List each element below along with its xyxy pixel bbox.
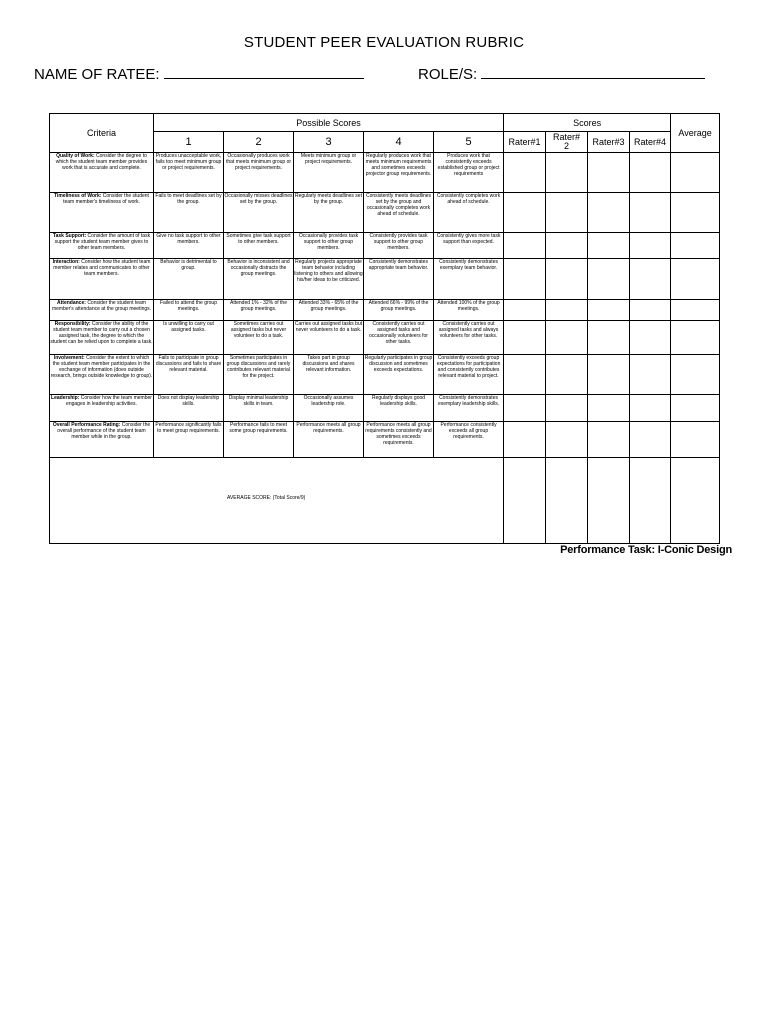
level-5-description: Performance consistently exceeds all group requirements. <box>434 422 504 458</box>
level-1-description: Does not display leadership skills. <box>154 395 224 422</box>
level-2-description: Performance fails to meet some group requirements. <box>224 422 294 458</box>
row-average-cell[interactable] <box>671 355 720 395</box>
average-header: Average <box>671 114 720 153</box>
level-3-description: Takes part in group discussions and shares relevant information. <box>294 355 364 395</box>
rater-1-score-cell[interactable] <box>504 259 546 300</box>
rater-4-score-cell[interactable] <box>630 355 671 395</box>
level-3-description: Attended 33% - 65% of the group meetings. <box>294 300 364 321</box>
rater-4-score-cell[interactable] <box>630 300 671 321</box>
criterion-title: Involvement: <box>53 355 85 361</box>
rater-1-score-cell[interactable] <box>504 153 546 193</box>
level-4-description: Consistently carries out assigned tasks and occasionally volunteers for other tasks. <box>364 321 434 355</box>
level-3-description: Occasionally provides task support to other group members. <box>294 233 364 259</box>
level-3-description: Occasionally assumes leadership role. <box>294 395 364 422</box>
level-5-description: Attended 100% of the group meetings. <box>434 300 504 321</box>
level-4-description: Performance meets all group requirements consistently and sometimes exceeds requirements. <box>364 422 434 458</box>
rater-1-score-cell[interactable] <box>504 395 546 422</box>
criterion-cell <box>50 422 154 458</box>
avg-average-cell[interactable] <box>671 458 720 544</box>
rater-2-score-cell[interactable] <box>546 259 588 300</box>
criterion-cell <box>50 355 154 395</box>
criterion-title: Quality of Work: <box>56 153 95 159</box>
level-5-description: Consistently carries out assigned tasks and always volunteers for other tasks. <box>434 321 504 355</box>
rubric-row <box>50 259 720 300</box>
level-1-description: Give no task support to other members. <box>154 233 224 259</box>
rater-2-header: Rater# 2 <box>546 132 588 153</box>
criterion-text: Consider the extent to which the student team member participates in the exchange of information (does outside research, brings outside knowledge to group). <box>50 355 153 379</box>
rater-1-header: Rater#1 <box>504 132 546 153</box>
average-score-label: AVERAGE SCORE: (Total Score/9) <box>227 495 306 501</box>
page-title: STUDENT PEER EVALUATION RUBRIC <box>243 34 525 51</box>
score-level-3: 3 <box>294 132 364 153</box>
row-average-cell[interactable] <box>671 321 720 355</box>
rater-3-header: Rater#3 <box>588 132 630 153</box>
possible-scores-header: Possible Scores <box>154 114 504 132</box>
rater-3-score-cell[interactable] <box>588 259 630 300</box>
level-5-description: Consistently gives more task support than expected. <box>434 233 504 259</box>
level-5-description: Consistently demonstrates exemplary leadership skills. <box>434 395 504 422</box>
level-2-description: Display minimal leadership skills in team. <box>224 395 294 422</box>
level-3-description: Regularly meets deadlines set by the group. <box>294 193 364 233</box>
level-3-description: Regularly projects appropriate team behavior including listening to others and allowing his/her ideas to be criticized. <box>294 259 364 300</box>
rubric-table <box>49 113 720 544</box>
rater-1-score-cell[interactable] <box>504 300 546 321</box>
role-field <box>418 64 705 83</box>
role-label: ROLE/S: <box>418 66 478 83</box>
level-3-description: Performance meets all group requirements. <box>294 422 364 458</box>
score-level-5: 5 <box>434 132 504 153</box>
avg-rater-1-cell[interactable] <box>504 458 546 544</box>
rubric-row <box>50 321 720 355</box>
criterion-text: Consider the ability of the student team member to carry out a chosen assigned task, the degree to which the student can be relied upon to complete a task. <box>50 321 153 345</box>
rubric-row <box>50 153 720 193</box>
rubric-body <box>50 153 720 458</box>
criterion-title: Leadership: <box>51 395 80 401</box>
rater-3-score-cell[interactable] <box>588 153 630 193</box>
level-2-description: Occasionally produces work that meets minimum group or project requirements. <box>224 153 294 193</box>
level-1-description: Performance significantly fails to meet group requirements. <box>154 422 224 458</box>
rater-4-score-cell[interactable] <box>630 395 671 422</box>
criterion-text: Consider the student team member's timeliness of work. <box>63 193 149 205</box>
rater-1-score-cell[interactable] <box>504 233 546 259</box>
ratee-name-field <box>34 64 364 83</box>
rater-1-score-cell[interactable] <box>504 355 546 395</box>
rater-3-score-cell[interactable] <box>588 395 630 422</box>
criterion-cell <box>50 300 154 321</box>
criterion-title: Responsibility: <box>54 321 91 327</box>
rater-3-score-cell[interactable] <box>588 300 630 321</box>
rater-3-score-cell[interactable] <box>588 193 630 233</box>
criterion-title: Task Support: <box>52 233 87 239</box>
rater-2-score-cell[interactable] <box>546 395 588 422</box>
rubric-row <box>50 193 720 233</box>
criterion-cell <box>50 259 154 300</box>
scores-header: Scores <box>504 114 671 132</box>
rater-2-score-cell[interactable] <box>546 355 588 395</box>
rubric-row <box>50 233 720 259</box>
row-average-cell[interactable] <box>671 300 720 321</box>
row-average-cell[interactable] <box>671 153 720 193</box>
rater-2-score-cell[interactable] <box>546 321 588 355</box>
row-average-cell[interactable] <box>671 422 720 458</box>
rater-3-score-cell[interactable] <box>588 233 630 259</box>
rater-2-score-cell[interactable] <box>546 193 588 233</box>
level-3-description: Carries out assigned tasks but never volunteers to do a task. <box>294 321 364 355</box>
criterion-title: Timeliness of Work: <box>54 193 102 199</box>
criterion-cell <box>50 395 154 422</box>
criterion-title: Interaction: <box>52 259 80 265</box>
row-average-cell[interactable] <box>671 259 720 300</box>
criterion-title: Overall Performance Rating: <box>52 422 121 428</box>
rater-1-score-cell[interactable] <box>504 193 546 233</box>
score-level-4: 4 <box>364 132 434 153</box>
rater-4-score-cell[interactable] <box>630 321 671 355</box>
level-4-description: Regularly participates in group discussion and sometimes exceeds expectations. <box>364 355 434 395</box>
rater-4-score-cell[interactable] <box>630 422 671 458</box>
level-2-description: Attended 1% - 32% of the group meetings. <box>224 300 294 321</box>
score-level-2: 2 <box>224 132 294 153</box>
avg-rater-3-cell[interactable] <box>588 458 630 544</box>
rater-3-score-cell[interactable] <box>588 321 630 355</box>
level-5-description: Consistently exceeds group expectations for participation and consistently contributes relevant material to project. <box>434 355 504 395</box>
criterion-cell <box>50 321 154 355</box>
rubric-row <box>50 422 720 458</box>
rater-4-score-cell[interactable] <box>630 233 671 259</box>
rater-1-score-cell[interactable] <box>504 321 546 355</box>
level-2-description: Sometimes give task support to other members. <box>224 233 294 259</box>
level-1-description: Failed to attend the group meetings. <box>154 300 224 321</box>
level-4-description: Consistently meets deadlines set by the group and occasionally completes work ahead of schedule. <box>364 193 434 233</box>
criterion-text: Consider the student team member's attendance at the group meetings. <box>51 300 152 312</box>
level-1-description: Fails to meet deadlines set by the group. <box>154 193 224 233</box>
rater-2-score-cell[interactable] <box>546 153 588 193</box>
score-level-1: 1 <box>154 132 224 153</box>
level-2-description: Sometimes carries out assigned tasks but never volunteer to do a task. <box>224 321 294 355</box>
level-5-description: Consistently demonstrates exemplary team behavior. <box>434 259 504 300</box>
rubric-row <box>50 355 720 395</box>
performance-task-footer: Performance Task: I-Conic Design <box>560 544 732 556</box>
rater-2-score-cell[interactable] <box>546 422 588 458</box>
level-1-description: Produces unacceptable work, fails too meet minimum group or project requirements. <box>154 153 224 193</box>
rater-4-score-cell[interactable] <box>630 153 671 193</box>
criterion-cell <box>50 233 154 259</box>
level-4-description: Consistently provides task support to other group members. <box>364 233 434 259</box>
rater-3-score-cell[interactable] <box>588 422 630 458</box>
level-4-description: Consistently demonstrates appropriate team behavior. <box>364 259 434 300</box>
rater-2-score-cell[interactable] <box>546 233 588 259</box>
level-4-description: Regularly displays good leadership skills. <box>364 395 434 422</box>
level-4-description: Regularly produces work that meets minimum requirements and sometimes exceeds projector group requirements. <box>364 153 434 193</box>
avg-rater-2-cell[interactable] <box>546 458 588 544</box>
criterion-cell <box>50 153 154 193</box>
criterion-text: Consider how the team member engages in leadership activities. <box>66 395 152 407</box>
level-1-description: Behavior is detrimental to group. <box>154 259 224 300</box>
rater-1-score-cell[interactable] <box>504 422 546 458</box>
level-4-description: Attended 66% - 99% of the group meetings. <box>364 300 434 321</box>
level-5-description: Produces work that consistently exceeds established group or project requirements <box>434 153 504 193</box>
criterion-title: Attendance: <box>57 300 86 306</box>
rater-4-score-cell[interactable] <box>630 259 671 300</box>
level-1-description: Fails to participate in group discussions and fails to share relevant material. <box>154 355 224 395</box>
rater-4-header: Rater#4 <box>630 132 671 153</box>
rubric-row <box>50 395 720 422</box>
ratee-name-label: NAME OF RATEE: <box>34 66 160 83</box>
rubric-row <box>50 300 720 321</box>
row-average-cell[interactable] <box>671 193 720 233</box>
role-blank[interactable] <box>481 64 705 79</box>
avg-rater-4-cell[interactable] <box>630 458 671 544</box>
criterion-text: Consider the amount of task support the student team member gives to other team members. <box>54 233 151 251</box>
rater-3-score-cell[interactable] <box>588 355 630 395</box>
average-score-cell <box>50 458 504 544</box>
rater-4-score-cell[interactable] <box>630 193 671 233</box>
criterion-cell <box>50 193 154 233</box>
row-average-cell[interactable] <box>671 395 720 422</box>
criterion-text: Consider the overall performance of the student team member while in the group. <box>57 422 151 440</box>
level-3-description: Meets minimum group or project requirements. <box>294 153 364 193</box>
level-5-description: Consistently completes work ahead of schedule. <box>434 193 504 233</box>
criteria-header: Criteria <box>50 114 154 153</box>
level-1-description: Is unwilling to carry out assigned tasks. <box>154 321 224 355</box>
rater-2-score-cell[interactable] <box>546 300 588 321</box>
level-2-description: Sometimes participates in group discussions and rarely contributes relevant material for the project. <box>224 355 294 395</box>
criterion-text: Consider how the student team member relates and communicates to other team members. <box>53 259 151 277</box>
level-2-description: Occasionally misses deadlines set by the group. <box>224 193 294 233</box>
ratee-name-blank[interactable] <box>164 64 364 79</box>
level-2-description: Behavior is inconsistent and occasionally distracts the group meetings. <box>224 259 294 300</box>
row-average-cell[interactable] <box>671 233 720 259</box>
criterion-text: Consider the degree to which the student team member provides work that is accurate and complete. <box>55 153 148 171</box>
